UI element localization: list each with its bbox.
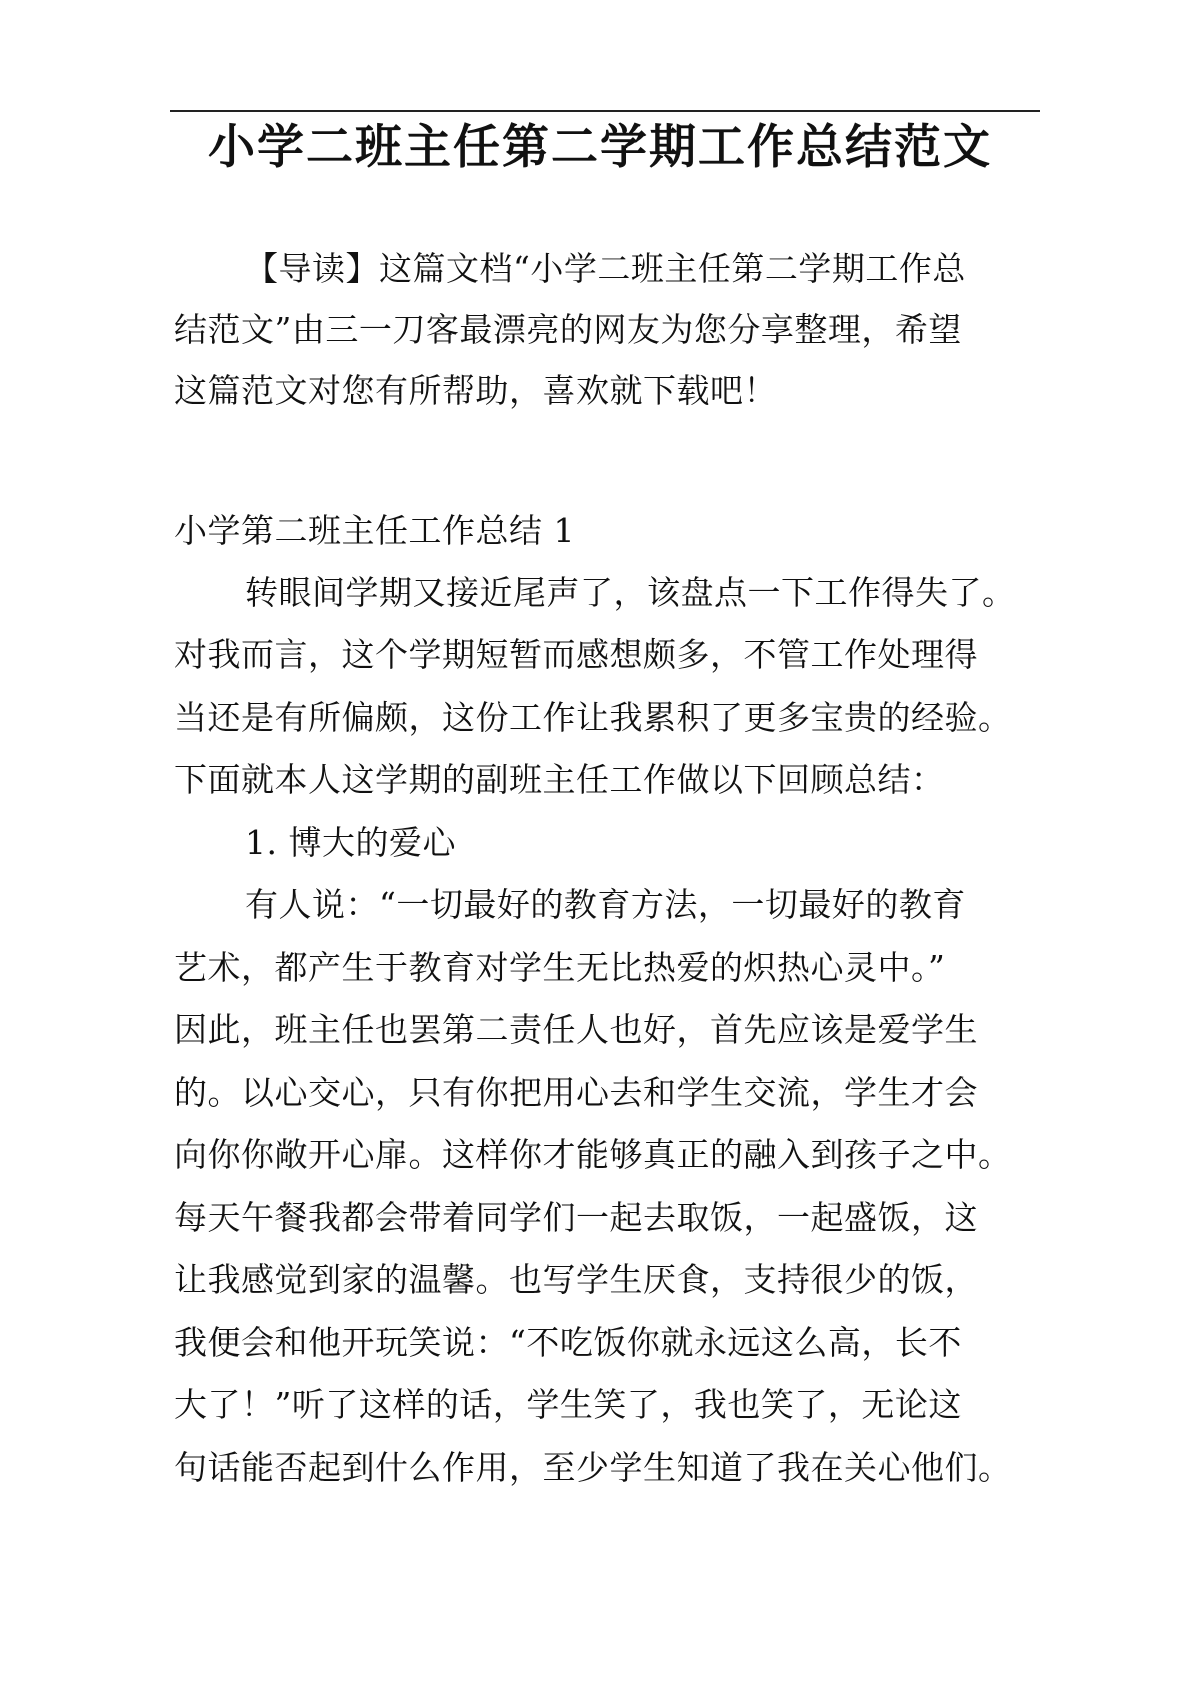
intro-line: 这篇范文对您有所帮助，喜欢就下载吧！: [174, 371, 777, 410]
paragraph-line: 有人说：“一切最好的教育方法，一切最好的教育: [245, 885, 966, 924]
section-heading: 小学第二班主任工作总结 1: [174, 511, 575, 550]
intro-line: 结范文”由三一刀客最漂亮的网友为您分享整理，希望: [174, 310, 962, 349]
paragraph-line: 句话能否起到什么作用，至少学生知道了我在关心他们。: [174, 1448, 1012, 1487]
paragraph-line: 我便会和他开玩笑说：“不吃饭你就永远这么高，长不: [174, 1323, 962, 1362]
paragraph-line: 对我而言，这个学期短暂而感想颇多，不管工作处理得: [174, 635, 978, 674]
paragraph-line: 因此，班主任也罢第二责任人也好，首先应该是爱学生: [174, 1010, 978, 1049]
paragraph-line: 每天午餐我都会带着同学们一起去取饭，一起盛饭，这: [174, 1198, 978, 1237]
intro-line: 【导读】这篇文档“小学二班主任第二学期工作总: [245, 249, 966, 288]
paragraph-line: 的。以心交心，只有你把用心去和学生交流，学生才会: [174, 1073, 978, 1112]
paragraph-line: 让我感觉到家的温馨。也写学生厌食，支持很少的饭，: [174, 1260, 978, 1299]
paragraph-line: 当还是有所偏颇，这份工作让我累积了更多宝贵的经验。: [174, 698, 1012, 737]
title-top-rule: [170, 110, 1040, 112]
subheading: 1. 博大的爱心: [245, 823, 456, 862]
document-title: 小学二班主任第二学期工作总结范文: [208, 120, 992, 175]
paragraph-line: 向你你敞开心扉。这样你才能够真正的融入到孩子之中。: [174, 1135, 1012, 1174]
paragraph-line: 艺术，都产生于教育对学生无比热爱的炽热心灵中。”: [174, 948, 946, 987]
paragraph-line: 下面就本人这学期的副班主任工作做以下回顾总结：: [174, 760, 945, 799]
paragraph-line: 大了！”听了这样的话，学生笑了，我也笑了，无论这: [174, 1385, 962, 1424]
paragraph-line: 转眼间学期又接近尾声了，该盘点一下工作得失了。: [245, 573, 1016, 612]
